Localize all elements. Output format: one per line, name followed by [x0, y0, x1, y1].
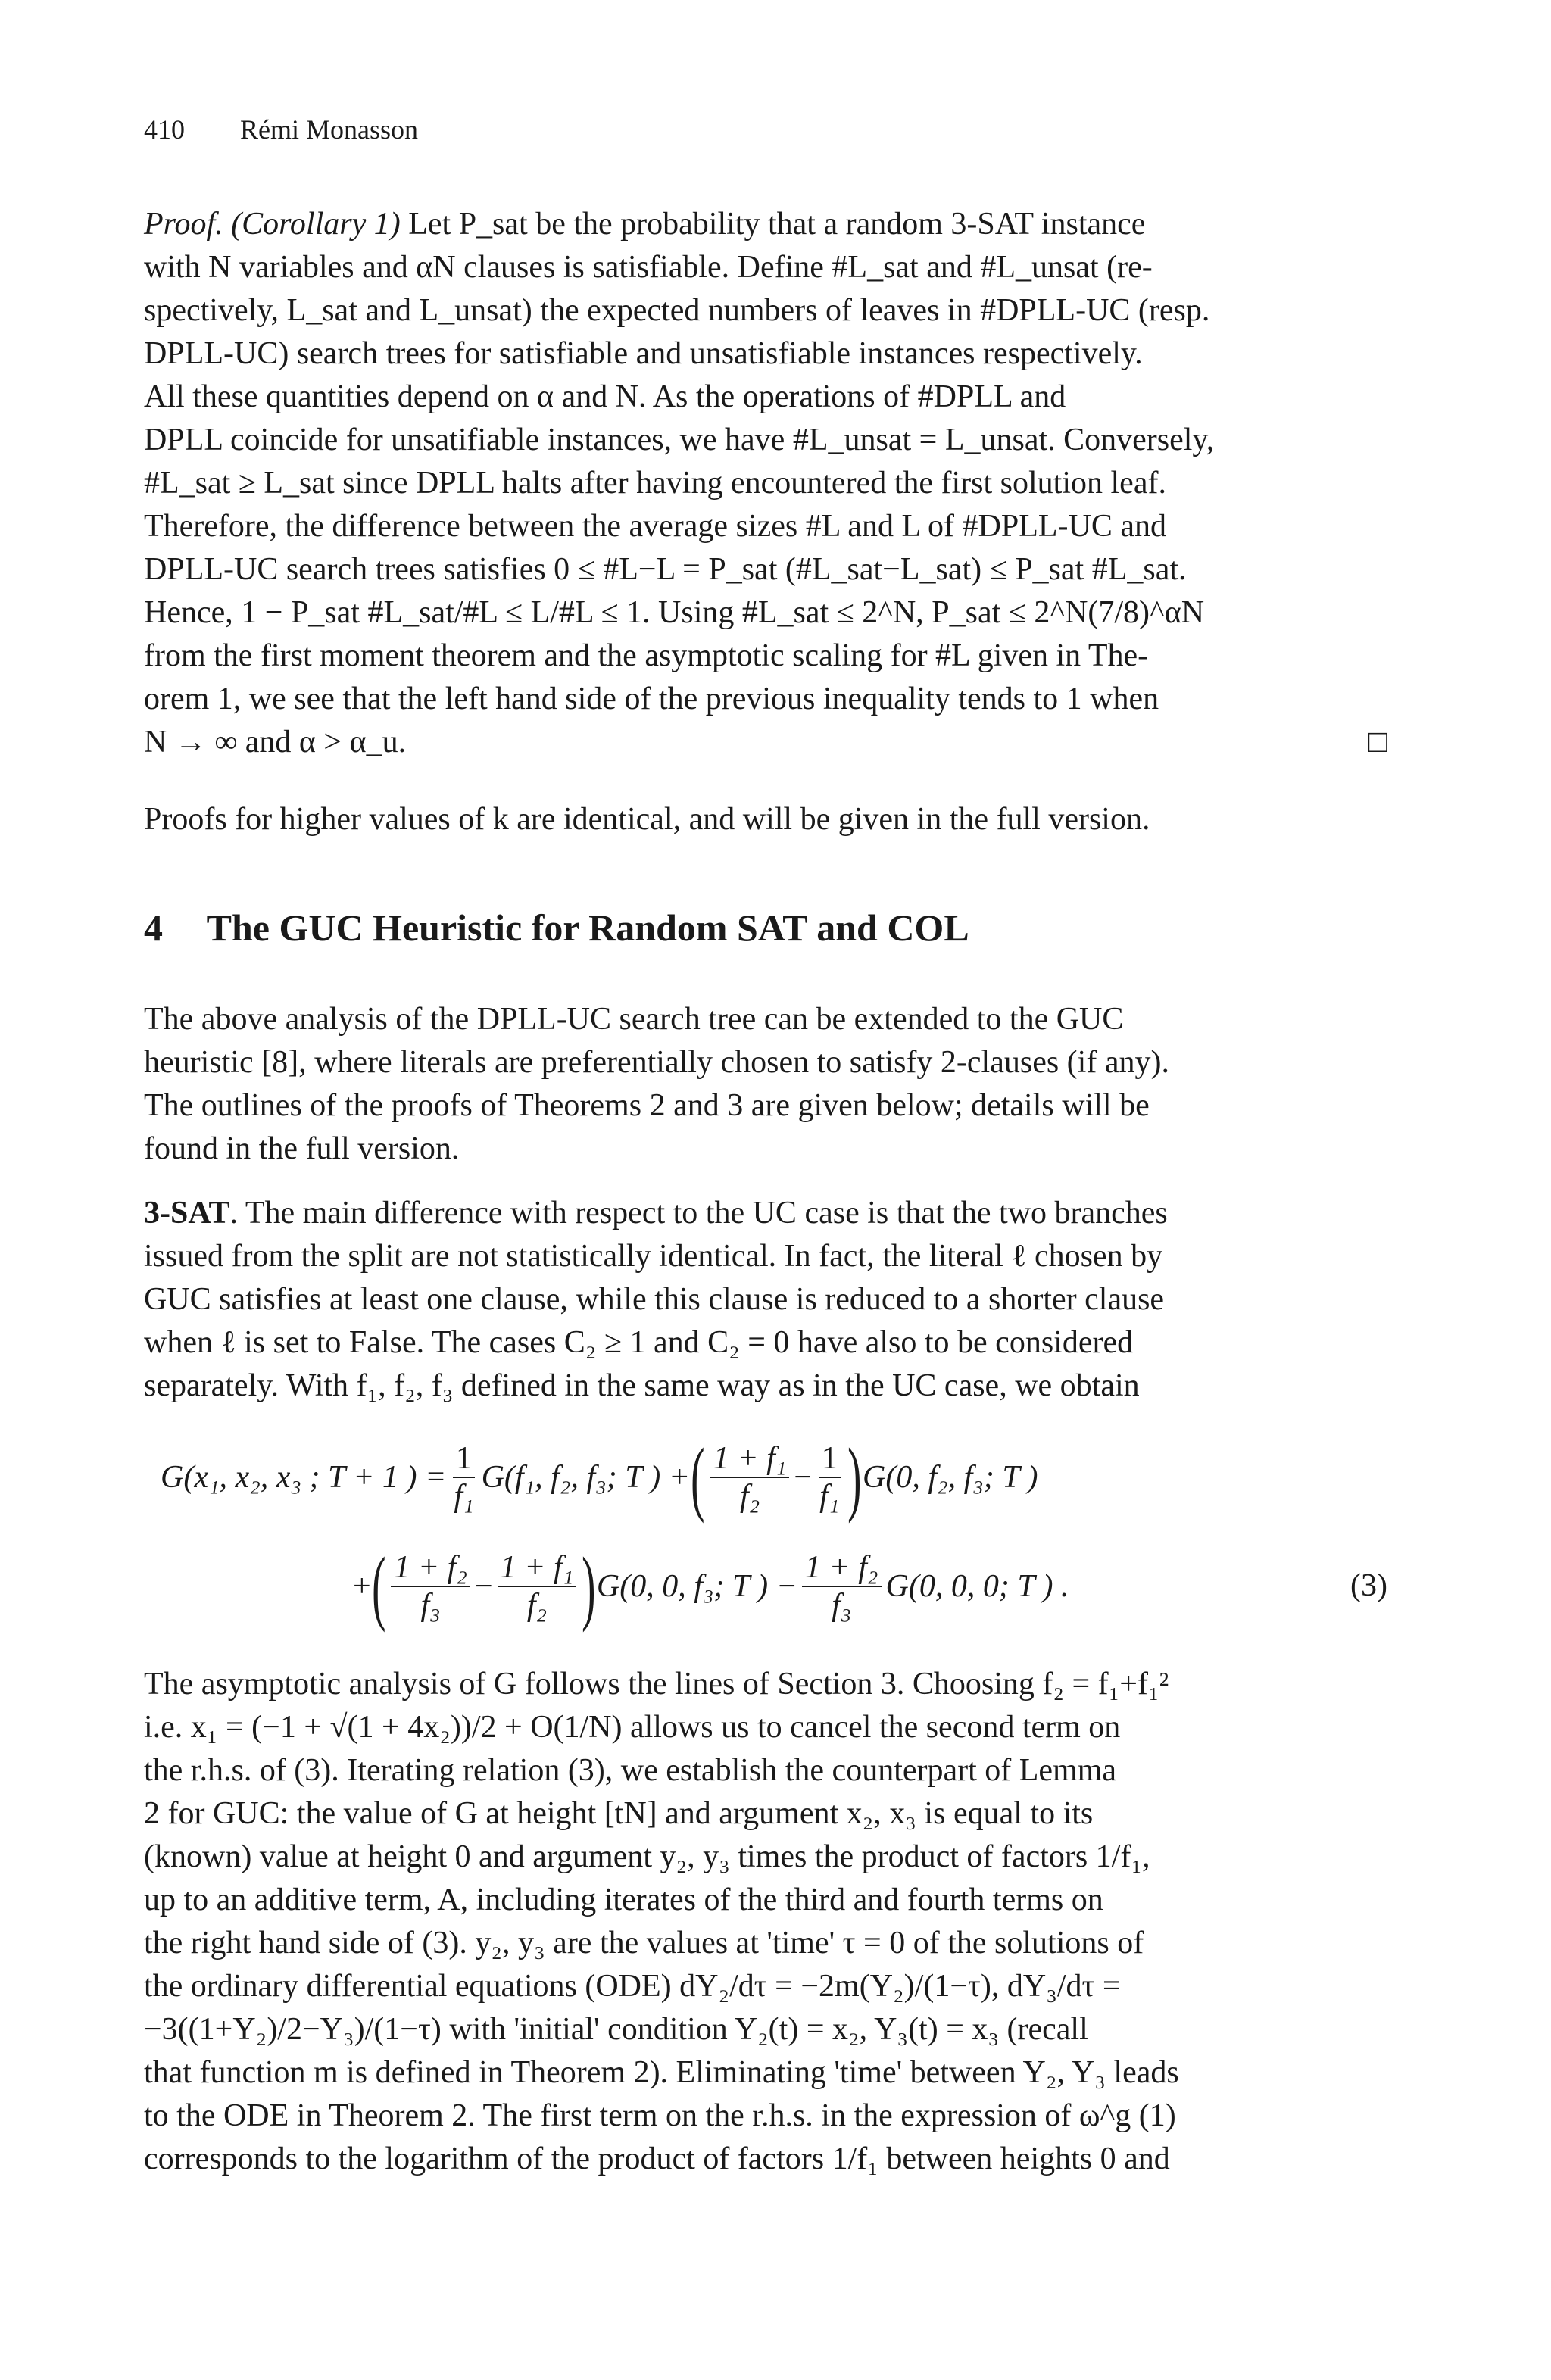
asymptotic-line: corresponds to the logarithm of the product of factors 1/f₁ between heights 0 and: [144, 2141, 1170, 2176]
proof-line: orem 1, we see that the left hand side of the previous inequality tends to 1 when: [144, 682, 1159, 716]
proof-paragraph: [144, 203, 1387, 764]
section-number: 4: [144, 906, 163, 949]
intro-line: found in the full version.: [144, 1131, 460, 1166]
fraction: $\frac{\text{1 + f₁}}{\text{f₂}}$: [710, 1440, 790, 1514]
asymptotic-line: the ordinary differential equations (ODE) dY₂/dτ = −2m(Y₂)/(1−τ), dY₃/dτ =: [144, 1969, 1121, 2004]
minus-sign: −: [474, 1569, 493, 1604]
asymptotic-line: 2 for GUC: the value of G at height [tN] and argument x₂, x₃ is equal to its: [144, 1796, 1094, 1831]
asymptotic-paragraph: [144, 1663, 1387, 2181]
equation-number: (3): [1350, 1568, 1387, 1603]
sat3-line: 3-SAT. The main difference with respect to the UC case is that the two branches: [144, 1196, 1168, 1231]
sat3-paragraph: [144, 1192, 1387, 1408]
author-name: Rémi Monasson: [240, 114, 419, 145]
intro-paragraph: [144, 998, 1387, 1171]
higher-k-paragraph: Proofs for higher values of k are identical, and will be given in the full version.: [144, 802, 1150, 837]
proof-line: N → ∞ and α > α_u. □: [144, 721, 1387, 764]
asymptotic-line: up to an additive term, A, including iterates of the third and fourth terms on: [144, 1882, 1103, 1917]
minus-sign: −: [794, 1460, 813, 1495]
equation-lhs: G(x₁, x₂, x₃ ; T + 1 ) =: [161, 1460, 447, 1495]
intro-line: heuristic [8], where literals are preferentially chosen to satisfy 2-clauses (if any).: [144, 1045, 1169, 1080]
asymptotic-line: that function m is defined in Theorem 2). Eliminating 'time' between Y₂, Y₃ leads: [144, 2055, 1179, 2090]
proof-line: All these quantities depend on α and N. As the operations of #DPLL and: [144, 379, 1066, 414]
proof-line: #L_sat ≥ L_sat since DPLL halts after having encountered the first solution leaf.: [144, 466, 1166, 501]
proof-line: DPLL-UC search trees satisfies 0 ≤ #L−L = P_sat (#L_sat−L_sat) ≤ P_sat #L_sat.: [144, 552, 1187, 587]
left-paren: (: [691, 1431, 705, 1524]
section-title: The GUC Heuristic for Random SAT and COL: [206, 906, 969, 949]
equation-line-1: [161, 1431, 1038, 1524]
asymptotic-line: the r.h.s. of (3). Iterating relation (3), we establish the counterpart of Lemma: [144, 1753, 1117, 1788]
equation-term: G(0, 0, f₃; T ) −: [596, 1569, 797, 1604]
proof-line: with N variables and αN clauses is satisfiable. Define #L_sat and #L_unsat (re-: [144, 250, 1153, 285]
equation-term: G(f₁, f₂, f₃; T ) +: [481, 1460, 691, 1495]
page-number: 410: [144, 114, 185, 145]
intro-line: The above analysis of the DPLL-UC search tree can be extended to the GUC: [144, 1002, 1124, 1037]
asymptotic-line: i.e. x₁ = (−1 + √(1 + 4x₂))/2 + O(1/N) allows us to cancel the second term on: [144, 1710, 1121, 1745]
right-paren: ): [582, 1540, 596, 1633]
proof-line: from the first moment theorem and the asymptotic scaling for #L given in The-: [144, 638, 1149, 673]
equation-term: G(0, 0, 0; T ) .: [885, 1569, 1069, 1604]
sat3-line: when ℓ is set to False. The cases C₂ ≥ 1 and C₂ = 0 have also to be considered: [144, 1325, 1134, 1360]
sat3-line: GUC satisfies at least one clause, while this clause is reduced to a shorter clause: [144, 1282, 1165, 1317]
plus-sign: +: [353, 1569, 371, 1604]
asymptotic-line: The asymptotic analysis of G follows the lines of Section 3. Choosing f₂ = f₁+f₁²: [144, 1667, 1169, 1702]
equation-term: G(0, f₂, f₃; T ): [863, 1460, 1038, 1495]
section-heading: [144, 906, 969, 950]
asymptotic-line: (known) value at height 0 and argument y₂, y₃ times the product of factors 1/f₁,: [144, 1839, 1150, 1874]
intro-line: The outlines of the proofs of Theorems 2 and 3 are given below; details will be: [144, 1088, 1150, 1123]
proof-line: DPLL-UC) search trees for satisfiable and unsatisfiable instances respectively.: [144, 336, 1143, 371]
running-head: [144, 114, 418, 145]
sat3-line: separately. With f₁, f₂, f₃ defined in the same way as in the UC case, we obtain: [144, 1368, 1140, 1403]
asymptotic-line: the right hand side of (3). y₂, y₃ are the values at 'time' τ = 0 of the solutions of: [144, 1926, 1144, 1960]
qed-symbol: □: [1368, 725, 1387, 760]
proof-line: Therefore, the difference between the average sizes #L and L of #DPLL-UC and: [144, 509, 1167, 544]
fraction: $\frac{1}{\text{f₁}}$: [819, 1441, 840, 1514]
equation-line-2: [353, 1540, 1069, 1633]
asymptotic-line: to the ODE in Theorem 2. The first term on the r.h.s. in the expression of ω^g (1): [144, 2098, 1176, 2133]
fraction: $\frac{\text{1 + f₂}}{\text{f₃}}$: [802, 1549, 882, 1624]
proof-line: Hence, 1 − P_sat #L_sat/#L ≤ L/#L ≤ 1. Using #L_sat ≤ 2^N, P_sat ≤ 2^N(7/8)^αN: [144, 595, 1205, 630]
proof-line: spectively, L_sat and L_unsat) the expected numbers of leaves in #DPLL-UC (resp.: [144, 293, 1210, 328]
right-paren: ): [847, 1431, 862, 1524]
sat3-line: issued from the split are not statistically identical. In fact, the literal ℓ chosen by: [144, 1239, 1163, 1274]
fraction: $\frac{\text{1 + f₂}}{\text{f₃}}$: [391, 1549, 470, 1624]
proof-ref: (Corollary 1): [231, 207, 401, 242]
sat3-label: 3-SAT: [144, 1196, 230, 1231]
fraction: $\frac{\text{1 + f₁}}{\text{f₂}}$: [498, 1549, 577, 1624]
proof-line: Proof. (Corollary 1) Let P_sat be the probability that a random 3-SAT instance: [144, 207, 1146, 242]
proof-line: DPLL coincide for unsatifiable instances, we have #L_unsat = L_unsat. Conversely,: [144, 423, 1215, 457]
asymptotic-line: −3((1+Y₂)/2−Y₃)/(1−τ) with 'initial' condition Y₂(t) = x₂, Y₃(t) = x₃ (recall: [144, 2012, 1088, 2047]
proof-label: Proof.: [144, 207, 223, 242]
left-paren: (: [371, 1540, 386, 1633]
fraction: $\frac{1}{\text{f₁}}$: [454, 1441, 474, 1514]
